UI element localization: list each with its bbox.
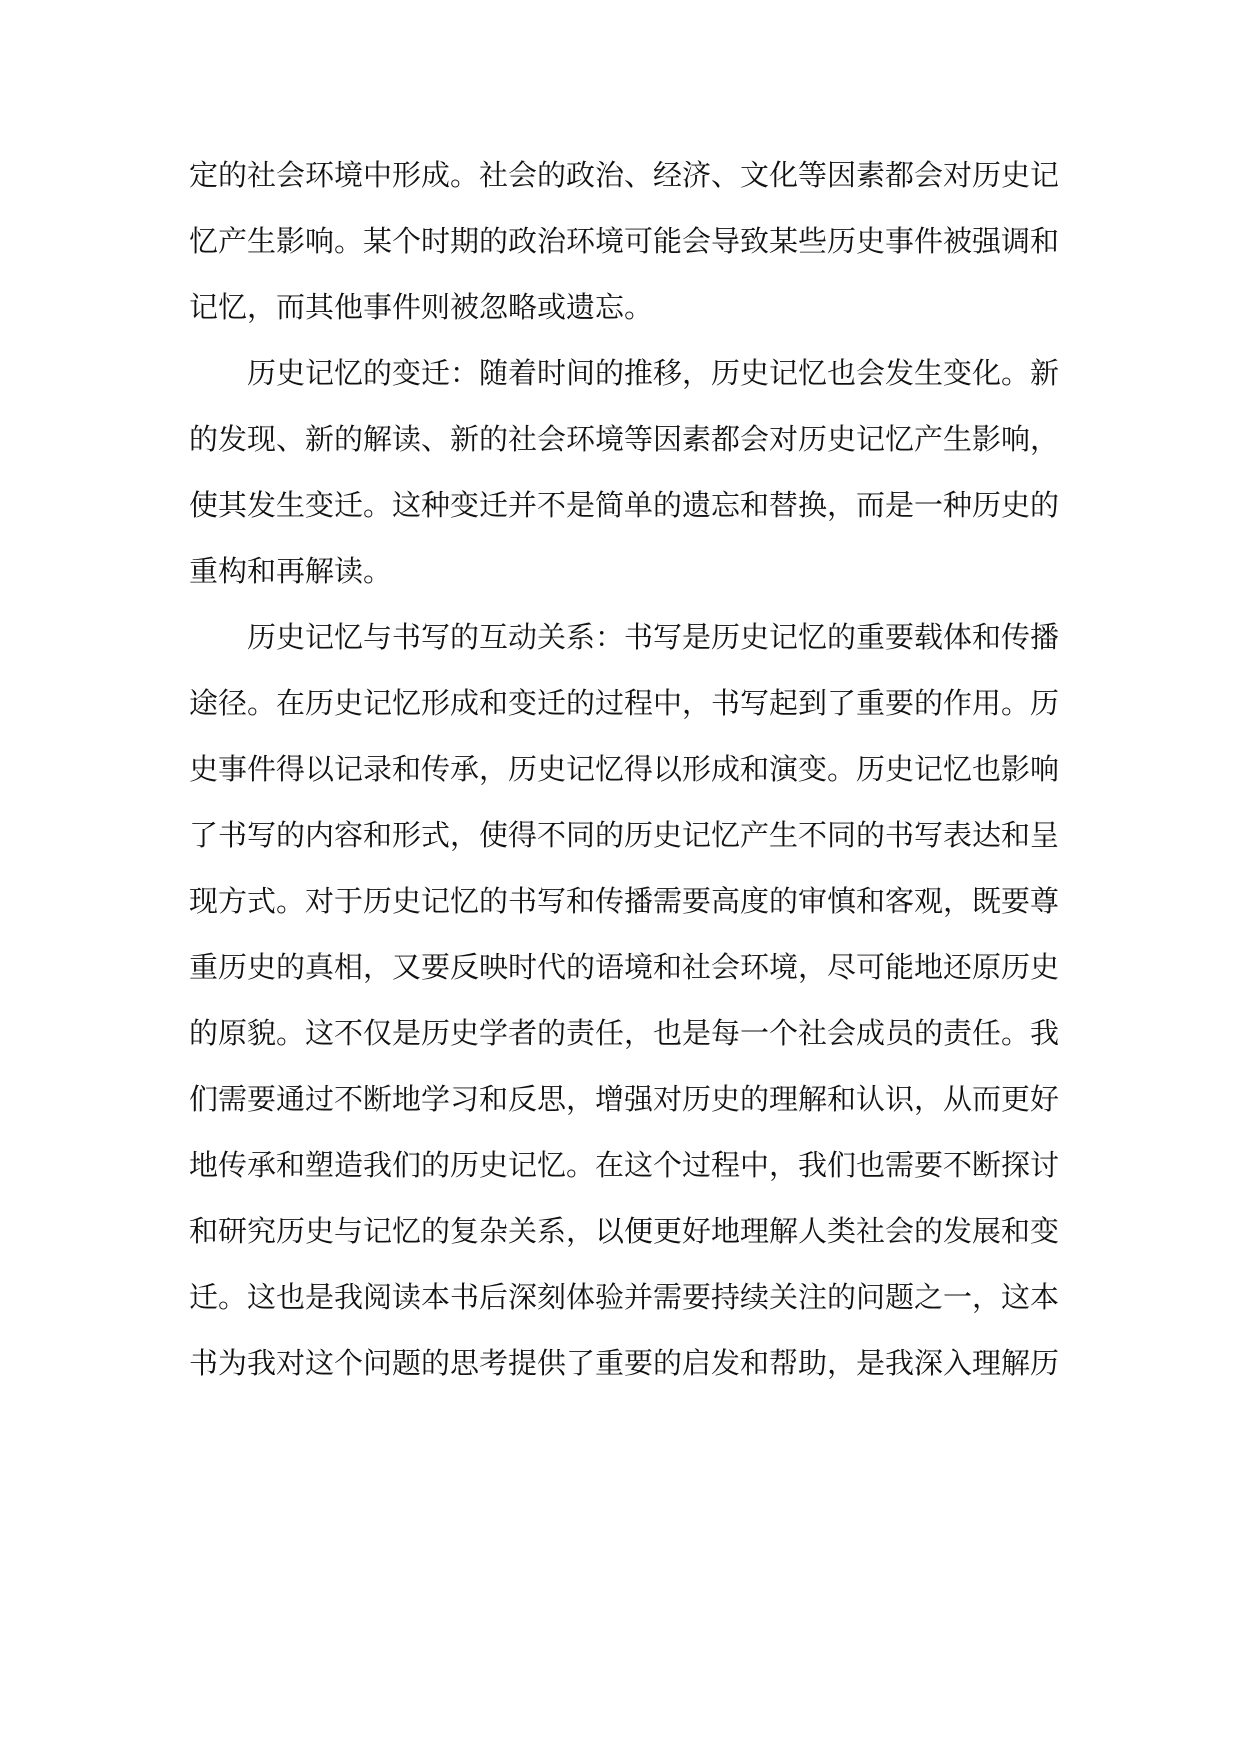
- paragraph-1: 定的社会环境中形成。社会的政治、经济、文化等因素都会对历史记忆产生影响。某个时期的政治环境可能会导致某些历史事件被强调和记忆，而其他事件则被忽略或遗忘。: [189, 158, 1060, 324]
- document-body: [189, 142, 1059, 1396]
- paragraph-2: 历史记忆的变迁：随着时间的推移，历史记忆也会发生变化。新的发现、新的解读、新的社会环境等因素都会对历史记忆产生影响，使其发生变迁。这种变迁并不是简单的遗忘和替换，而是一种历史的重构和再解读。: [189, 356, 1060, 588]
- paragraph-3: 历史记忆与书写的互动关系：书写是历史记忆的重要载体和传播途径。在历史记忆形成和变迁的过程中，书写起到了重要的作用。历史事件得以记录和传承，历史记忆得以形成和演变。历史记忆也影响了书写的内容和形式，使得不同的历史记忆产生不同的书写表达和呈现方式。对于历史记忆的书写和传播需要高度的审慎和客观，既要尊重历史的真相，又要反映时代的语境和社会环境，尽可能地还原历史的原貌。这不仅是历史学者的责任，也是每一个社会成员的责任。我们需要通过不断地学习和反思，增强对历史的理解和认识，从而更好地传承和塑造我们的历史记忆。在这个过程中，我们也需要不断探讨和研究历史与记忆的复杂关系，以便更好地理解人类社会的发展和变迁。这也是我阅读本书后深刻体验并需要持续关注的问题之一，这本书为我对这个问题的思考提供了重要的启发和帮助，是我深入理解历: [189, 620, 1060, 1380]
